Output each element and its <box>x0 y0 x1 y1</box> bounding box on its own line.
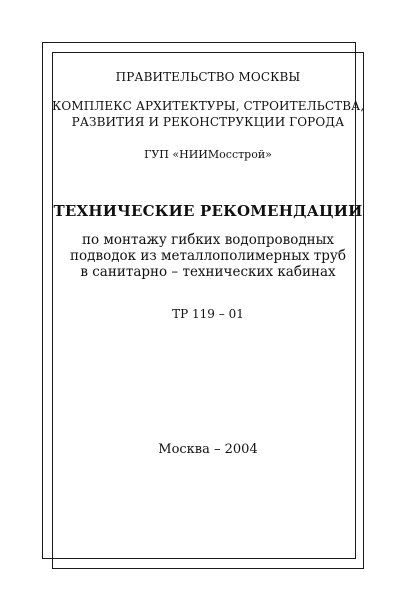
place-and-year: Москва – 2004 <box>158 442 258 457</box>
government-heading: ПРАВИТЕЛЬСТВО МОСКВЫ <box>115 70 301 84</box>
subtitle-line-2: подводок из металлополимерных труб <box>70 248 346 264</box>
subtitle-line-1: по монтажу гибких водопроводных <box>81 232 335 248</box>
complex-heading-line-2: РАЗВИТИЯ И РЕКОНСТРУКЦИИ ГОРОДА <box>71 115 345 129</box>
subtitle-line-3: в санитарно – технических кабинах <box>80 264 336 280</box>
complex-heading-line-1: КОМПЛЕКС АРХИТЕКТУРЫ, СТРОИТЕЛЬСТВА, <box>52 99 365 113</box>
title-page-content <box>52 52 364 569</box>
organization-name: ГУП «НИИМосстрой» <box>144 148 272 161</box>
document-code: ТР 119 – 01 <box>172 307 244 321</box>
document-title: ТЕХНИЧЕСКИЕ РЕКОМЕНДАЦИИ <box>53 202 363 220</box>
